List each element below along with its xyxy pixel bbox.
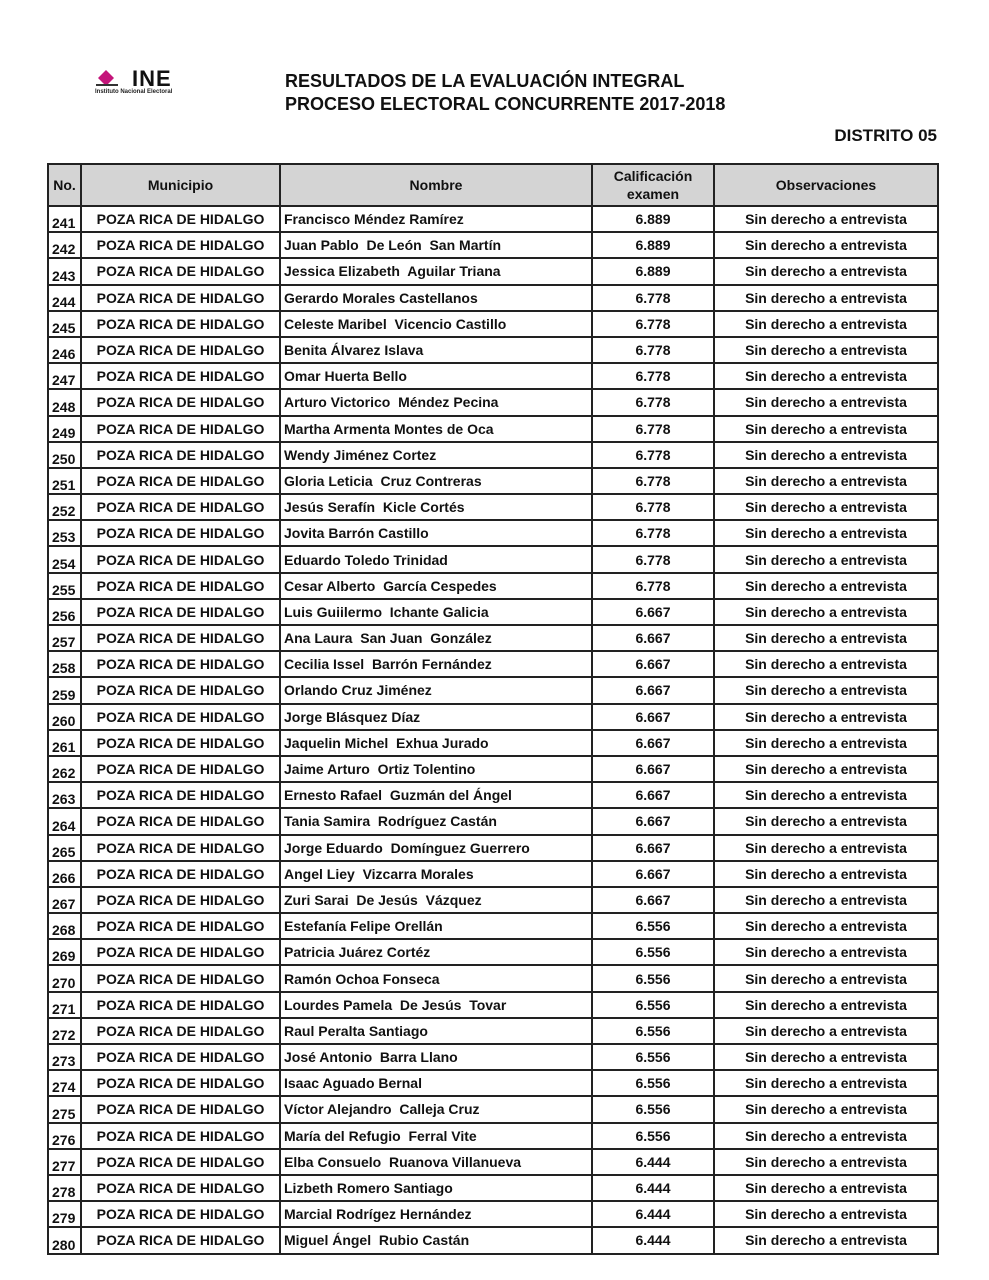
row-calificacion: 6.556 xyxy=(592,1044,714,1070)
row-nombre: Orlando Cruz Jiménez xyxy=(280,677,592,703)
row-number: 265 xyxy=(48,835,81,861)
row-nombre: Miguel Ángel Rubio Castán xyxy=(280,1227,592,1253)
row-number: 246 xyxy=(48,337,81,363)
page-title xyxy=(285,70,725,116)
row-municipio: POZA RICA DE HIDALGO xyxy=(81,913,280,939)
row-calificacion: 6.667 xyxy=(592,808,714,834)
row-observaciones: Sin derecho a entrevista xyxy=(714,285,938,311)
row-municipio: POZA RICA DE HIDALGO xyxy=(81,1096,280,1122)
row-calificacion: 6.444 xyxy=(592,1201,714,1227)
row-nombre: Lizbeth Romero Santiago xyxy=(280,1175,592,1201)
row-observaciones: Sin derecho a entrevista xyxy=(714,1123,938,1149)
table-row xyxy=(48,1175,938,1201)
row-calificacion: 6.667 xyxy=(592,730,714,756)
row-observaciones: Sin derecho a entrevista xyxy=(714,730,938,756)
row-calificacion: 6.667 xyxy=(592,756,714,782)
row-municipio: POZA RICA DE HIDALGO xyxy=(81,599,280,625)
row-number: 280 xyxy=(48,1227,81,1253)
row-observaciones: Sin derecho a entrevista xyxy=(714,206,938,232)
row-calificacion: 6.778 xyxy=(592,468,714,494)
row-municipio: POZA RICA DE HIDALGO xyxy=(81,1044,280,1070)
table-row xyxy=(48,835,938,861)
row-observaciones: Sin derecho a entrevista xyxy=(714,913,938,939)
row-number: 251 xyxy=(48,468,81,494)
row-number: 256 xyxy=(48,599,81,625)
row-observaciones: Sin derecho a entrevista xyxy=(714,677,938,703)
row-observaciones: Sin derecho a entrevista xyxy=(714,1201,938,1227)
table-row xyxy=(48,468,938,494)
row-nombre: Tania Samira Rodríguez Castán xyxy=(280,808,592,834)
row-nombre: Marcial Rodrígez Hernández xyxy=(280,1201,592,1227)
row-calificacion: 6.778 xyxy=(592,494,714,520)
row-calificacion: 6.556 xyxy=(592,965,714,991)
row-nombre: María del Refugio Ferral Vite xyxy=(280,1123,592,1149)
row-municipio: POZA RICA DE HIDALGO xyxy=(81,546,280,572)
row-calificacion: 6.889 xyxy=(592,258,714,284)
row-calificacion: 6.556 xyxy=(592,1018,714,1044)
row-observaciones: Sin derecho a entrevista xyxy=(714,861,938,887)
row-municipio: POZA RICA DE HIDALGO xyxy=(81,1201,280,1227)
row-observaciones: Sin derecho a entrevista xyxy=(714,494,938,520)
row-municipio: POZA RICA DE HIDALGO xyxy=(81,887,280,913)
row-calificacion: 6.667 xyxy=(592,835,714,861)
row-municipio: POZA RICA DE HIDALGO xyxy=(81,494,280,520)
table-row xyxy=(48,1018,938,1044)
row-number: 255 xyxy=(48,573,81,599)
row-nombre: Omar Huerta Bello xyxy=(280,363,592,389)
row-municipio: POZA RICA DE HIDALGO xyxy=(81,337,280,363)
row-nombre: Cesar Alberto García Cespedes xyxy=(280,573,592,599)
table-row xyxy=(48,285,938,311)
row-number: 245 xyxy=(48,311,81,337)
row-municipio: POZA RICA DE HIDALGO xyxy=(81,1018,280,1044)
row-municipio: POZA RICA DE HIDALGO xyxy=(81,1227,280,1253)
table-row xyxy=(48,206,938,232)
row-nombre: Celeste Maribel Vicencio Castillo xyxy=(280,311,592,337)
row-municipio: POZA RICA DE HIDALGO xyxy=(81,311,280,337)
row-number: 277 xyxy=(48,1149,81,1175)
row-calificacion: 6.889 xyxy=(592,232,714,258)
row-calificacion: 6.667 xyxy=(592,861,714,887)
row-municipio: POZA RICA DE HIDALGO xyxy=(81,1175,280,1201)
row-municipio: POZA RICA DE HIDALGO xyxy=(81,1123,280,1149)
row-calificacion: 6.556 xyxy=(592,913,714,939)
row-nombre: Zuri Sarai De Jesús Vázquez xyxy=(280,887,592,913)
table-row xyxy=(48,311,938,337)
row-calificacion: 6.778 xyxy=(592,285,714,311)
row-observaciones: Sin derecho a entrevista xyxy=(714,651,938,677)
table-row xyxy=(48,965,938,991)
row-observaciones: Sin derecho a entrevista xyxy=(714,311,938,337)
row-nombre: Jaquelin Michel Exhua Jurado xyxy=(280,730,592,756)
row-number: 264 xyxy=(48,808,81,834)
row-observaciones: Sin derecho a entrevista xyxy=(714,1018,938,1044)
table-row xyxy=(48,808,938,834)
column-header-observaciones: Observaciones xyxy=(714,164,938,206)
row-calificacion: 6.778 xyxy=(592,520,714,546)
row-observaciones: Sin derecho a entrevista xyxy=(714,389,938,415)
row-number: 267 xyxy=(48,887,81,913)
row-municipio: POZA RICA DE HIDALGO xyxy=(81,258,280,284)
row-observaciones: Sin derecho a entrevista xyxy=(714,1096,938,1122)
row-municipio: POZA RICA DE HIDALGO xyxy=(81,1070,280,1096)
row-number: 252 xyxy=(48,494,81,520)
row-number: 259 xyxy=(48,677,81,703)
row-municipio: POZA RICA DE HIDALGO xyxy=(81,442,280,468)
row-number: 268 xyxy=(48,913,81,939)
row-nombre: Isaac Aguado Bernal xyxy=(280,1070,592,1096)
row-observaciones: Sin derecho a entrevista xyxy=(714,625,938,651)
row-nombre: Lourdes Pamela De Jesús Tovar xyxy=(280,992,592,1018)
row-municipio: POZA RICA DE HIDALGO xyxy=(81,704,280,730)
row-calificacion: 6.778 xyxy=(592,416,714,442)
row-number: 250 xyxy=(48,442,81,468)
row-calificacion: 6.778 xyxy=(592,389,714,415)
table-row xyxy=(48,1044,938,1070)
row-number: 243 xyxy=(48,258,81,284)
row-observaciones: Sin derecho a entrevista xyxy=(714,232,938,258)
table-row xyxy=(48,625,938,651)
row-municipio: POZA RICA DE HIDALGO xyxy=(81,651,280,677)
row-observaciones: Sin derecho a entrevista xyxy=(714,1175,938,1201)
row-calificacion: 6.778 xyxy=(592,573,714,599)
column-header-nombre: Nombre xyxy=(280,164,592,206)
row-observaciones: Sin derecho a entrevista xyxy=(714,468,938,494)
row-number: 253 xyxy=(48,520,81,546)
row-calificacion: 6.667 xyxy=(592,782,714,808)
table-row xyxy=(48,573,938,599)
row-nombre: Francisco Méndez Ramírez xyxy=(280,206,592,232)
table-row xyxy=(48,939,938,965)
row-calificacion: 6.444 xyxy=(592,1227,714,1253)
row-number: 271 xyxy=(48,992,81,1018)
row-municipio: POZA RICA DE HIDALGO xyxy=(81,363,280,389)
row-observaciones: Sin derecho a entrevista xyxy=(714,363,938,389)
column-header-no: No. xyxy=(48,164,81,206)
row-number: 266 xyxy=(48,861,81,887)
title-line-1: RESULTADOS DE LA EVALUACIÓN INTEGRAL xyxy=(285,71,685,91)
row-nombre: Cecilia Issel Barrón Fernández xyxy=(280,651,592,677)
title-line-2: PROCESO ELECTORAL CONCURRENTE 2017-2018 xyxy=(285,94,726,114)
table-row xyxy=(48,861,938,887)
row-nombre: Patricia Juárez Cortéz xyxy=(280,939,592,965)
row-municipio: POZA RICA DE HIDALGO xyxy=(81,677,280,703)
row-number: 279 xyxy=(48,1201,81,1227)
row-municipio: POZA RICA DE HIDALGO xyxy=(81,939,280,965)
row-number: 249 xyxy=(48,416,81,442)
row-nombre: Martha Armenta Montes de Oca xyxy=(280,416,592,442)
row-calificacion: 6.556 xyxy=(592,992,714,1018)
row-observaciones: Sin derecho a entrevista xyxy=(714,1070,938,1096)
row-calificacion: 6.778 xyxy=(592,363,714,389)
row-nombre: Angel Liey Vizcarra Morales xyxy=(280,861,592,887)
row-observaciones: Sin derecho a entrevista xyxy=(714,442,938,468)
row-calificacion: 6.889 xyxy=(592,206,714,232)
row-calificacion: 6.556 xyxy=(592,1123,714,1149)
row-number: 273 xyxy=(48,1044,81,1070)
row-calificacion: 6.778 xyxy=(592,442,714,468)
row-calificacion: 6.667 xyxy=(592,599,714,625)
row-observaciones: Sin derecho a entrevista xyxy=(714,258,938,284)
row-nombre: José Antonio Barra Llano xyxy=(280,1044,592,1070)
row-calificacion: 6.556 xyxy=(592,1070,714,1096)
row-nombre: Jovita Barrón Castillo xyxy=(280,520,592,546)
row-municipio: POZA RICA DE HIDALGO xyxy=(81,730,280,756)
row-nombre: Gerardo Morales Castellanos xyxy=(280,285,592,311)
row-observaciones: Sin derecho a entrevista xyxy=(714,965,938,991)
row-nombre: Luis Guiilermo Ichante Galicia xyxy=(280,599,592,625)
row-observaciones: Sin derecho a entrevista xyxy=(714,835,938,861)
table-row xyxy=(48,416,938,442)
table-header-row xyxy=(48,164,938,206)
table-row xyxy=(48,1227,938,1253)
row-nombre: Wendy Jiménez Cortez xyxy=(280,442,592,468)
row-number: 254 xyxy=(48,546,81,572)
row-number: 276 xyxy=(48,1123,81,1149)
row-observaciones: Sin derecho a entrevista xyxy=(714,599,938,625)
table-row xyxy=(48,704,938,730)
table-row xyxy=(48,1201,938,1227)
row-calificacion: 6.667 xyxy=(592,704,714,730)
row-nombre: Jessica Elizabeth Aguilar Triana xyxy=(280,258,592,284)
district-label: DISTRITO 05 xyxy=(834,126,937,145)
row-number: 260 xyxy=(48,704,81,730)
table-row xyxy=(48,782,938,808)
results-table xyxy=(47,163,939,1255)
column-header-municipio: Municipio xyxy=(81,164,280,206)
row-observaciones: Sin derecho a entrevista xyxy=(714,704,938,730)
row-nombre: Ana Laura San Juan González xyxy=(280,625,592,651)
table-row xyxy=(48,232,938,258)
row-observaciones: Sin derecho a entrevista xyxy=(714,808,938,834)
row-nombre: Jorge Eduardo Domínguez Guerrero xyxy=(280,835,592,861)
table-row xyxy=(48,363,938,389)
row-municipio: POZA RICA DE HIDALGO xyxy=(81,1149,280,1175)
row-observaciones: Sin derecho a entrevista xyxy=(714,992,938,1018)
row-nombre: Eduardo Toledo Trinidad xyxy=(280,546,592,572)
table-row xyxy=(48,389,938,415)
table-row xyxy=(48,1149,938,1175)
row-nombre: Víctor Alejandro Calleja Cruz xyxy=(280,1096,592,1122)
table-row xyxy=(48,258,938,284)
table-row xyxy=(48,1070,938,1096)
row-municipio: POZA RICA DE HIDALGO xyxy=(81,416,280,442)
row-number: 244 xyxy=(48,285,81,311)
table-row xyxy=(48,442,938,468)
table-row xyxy=(48,520,938,546)
row-number: 269 xyxy=(48,939,81,965)
row-calificacion: 6.778 xyxy=(592,311,714,337)
column-header-calificacion: Calificación examen xyxy=(592,164,714,206)
table-row xyxy=(48,651,938,677)
row-number: 272 xyxy=(48,1018,81,1044)
row-observaciones: Sin derecho a entrevista xyxy=(714,782,938,808)
row-nombre: Gloria Leticia Cruz Contreras xyxy=(280,468,592,494)
row-calificacion: 6.778 xyxy=(592,337,714,363)
row-calificacion: 6.556 xyxy=(592,1096,714,1122)
table-row xyxy=(48,730,938,756)
row-observaciones: Sin derecho a entrevista xyxy=(714,573,938,599)
row-municipio: POZA RICA DE HIDALGO xyxy=(81,468,280,494)
row-nombre: Estefanía Felipe Orellán xyxy=(280,913,592,939)
row-observaciones: Sin derecho a entrevista xyxy=(714,756,938,782)
table-row xyxy=(48,1096,938,1122)
row-observaciones: Sin derecho a entrevista xyxy=(714,1149,938,1175)
row-municipio: POZA RICA DE HIDALGO xyxy=(81,756,280,782)
row-observaciones: Sin derecho a entrevista xyxy=(714,887,938,913)
table-row xyxy=(48,913,938,939)
row-municipio: POZA RICA DE HIDALGO xyxy=(81,625,280,651)
row-number: 258 xyxy=(48,651,81,677)
row-number: 274 xyxy=(48,1070,81,1096)
row-number: 248 xyxy=(48,389,81,415)
row-calificacion: 6.556 xyxy=(592,939,714,965)
row-municipio: POZA RICA DE HIDALGO xyxy=(81,808,280,834)
row-municipio: POZA RICA DE HIDALGO xyxy=(81,965,280,991)
table-row xyxy=(48,887,938,913)
ine-logo xyxy=(94,68,204,98)
row-municipio: POZA RICA DE HIDALGO xyxy=(81,389,280,415)
table-row xyxy=(48,677,938,703)
table-row xyxy=(48,756,938,782)
row-nombre: Jorge Blásquez Díaz xyxy=(280,704,592,730)
table-row xyxy=(48,546,938,572)
row-observaciones: Sin derecho a entrevista xyxy=(714,1044,938,1070)
ine-logo-icon xyxy=(94,68,134,88)
table-row xyxy=(48,992,938,1018)
row-municipio: POZA RICA DE HIDALGO xyxy=(81,573,280,599)
row-calificacion: 6.444 xyxy=(592,1175,714,1201)
row-nombre: Ramón Ochoa Fonseca xyxy=(280,965,592,991)
row-number: 262 xyxy=(48,756,81,782)
table-row xyxy=(48,599,938,625)
row-observaciones: Sin derecho a entrevista xyxy=(714,939,938,965)
row-observaciones: Sin derecho a entrevista xyxy=(714,337,938,363)
row-municipio: POZA RICA DE HIDALGO xyxy=(81,206,280,232)
row-nombre: Jesús Serafín Kicle Cortés xyxy=(280,494,592,520)
row-number: 275 xyxy=(48,1096,81,1122)
row-observaciones: Sin derecho a entrevista xyxy=(714,520,938,546)
row-calificacion: 6.444 xyxy=(592,1149,714,1175)
row-number: 270 xyxy=(48,965,81,991)
row-municipio: POZA RICA DE HIDALGO xyxy=(81,232,280,258)
row-calificacion: 6.667 xyxy=(592,677,714,703)
row-observaciones: Sin derecho a entrevista xyxy=(714,546,938,572)
row-number: 242 xyxy=(48,232,81,258)
row-nombre: Jaime Arturo Ortiz Tolentino xyxy=(280,756,592,782)
row-number: 241 xyxy=(48,206,81,232)
row-number: 263 xyxy=(48,782,81,808)
row-municipio: POZA RICA DE HIDALGO xyxy=(81,835,280,861)
row-calificacion: 6.667 xyxy=(592,625,714,651)
table-row xyxy=(48,494,938,520)
row-calificacion: 6.778 xyxy=(592,546,714,572)
row-municipio: POZA RICA DE HIDALGO xyxy=(81,285,280,311)
logo-name: INE xyxy=(132,66,172,91)
row-number: 278 xyxy=(48,1175,81,1201)
row-municipio: POZA RICA DE HIDALGO xyxy=(81,992,280,1018)
table-row xyxy=(48,1123,938,1149)
row-observaciones: Sin derecho a entrevista xyxy=(714,416,938,442)
row-municipio: POZA RICA DE HIDALGO xyxy=(81,861,280,887)
row-number: 247 xyxy=(48,363,81,389)
row-nombre: Elba Consuelo Ruanova Villanueva xyxy=(280,1149,592,1175)
row-number: 257 xyxy=(48,625,81,651)
row-municipio: POZA RICA DE HIDALGO xyxy=(81,520,280,546)
table-body xyxy=(48,206,938,1254)
row-municipio: POZA RICA DE HIDALGO xyxy=(81,782,280,808)
logo-subtitle: Instituto Nacional Electoral xyxy=(95,89,173,95)
row-nombre: Arturo Victorico Méndez Pecina xyxy=(280,389,592,415)
row-nombre: Ernesto Rafael Guzmán del Ángel xyxy=(280,782,592,808)
row-nombre: Juan Pablo De León San Martín xyxy=(280,232,592,258)
row-number: 261 xyxy=(48,730,81,756)
row-nombre: Raul Peralta Santiago xyxy=(280,1018,592,1044)
row-nombre: Benita Álvarez Islava xyxy=(280,337,592,363)
table-row xyxy=(48,337,938,363)
row-calificacion: 6.667 xyxy=(592,887,714,913)
row-calificacion: 6.667 xyxy=(592,651,714,677)
row-observaciones: Sin derecho a entrevista xyxy=(714,1227,938,1253)
